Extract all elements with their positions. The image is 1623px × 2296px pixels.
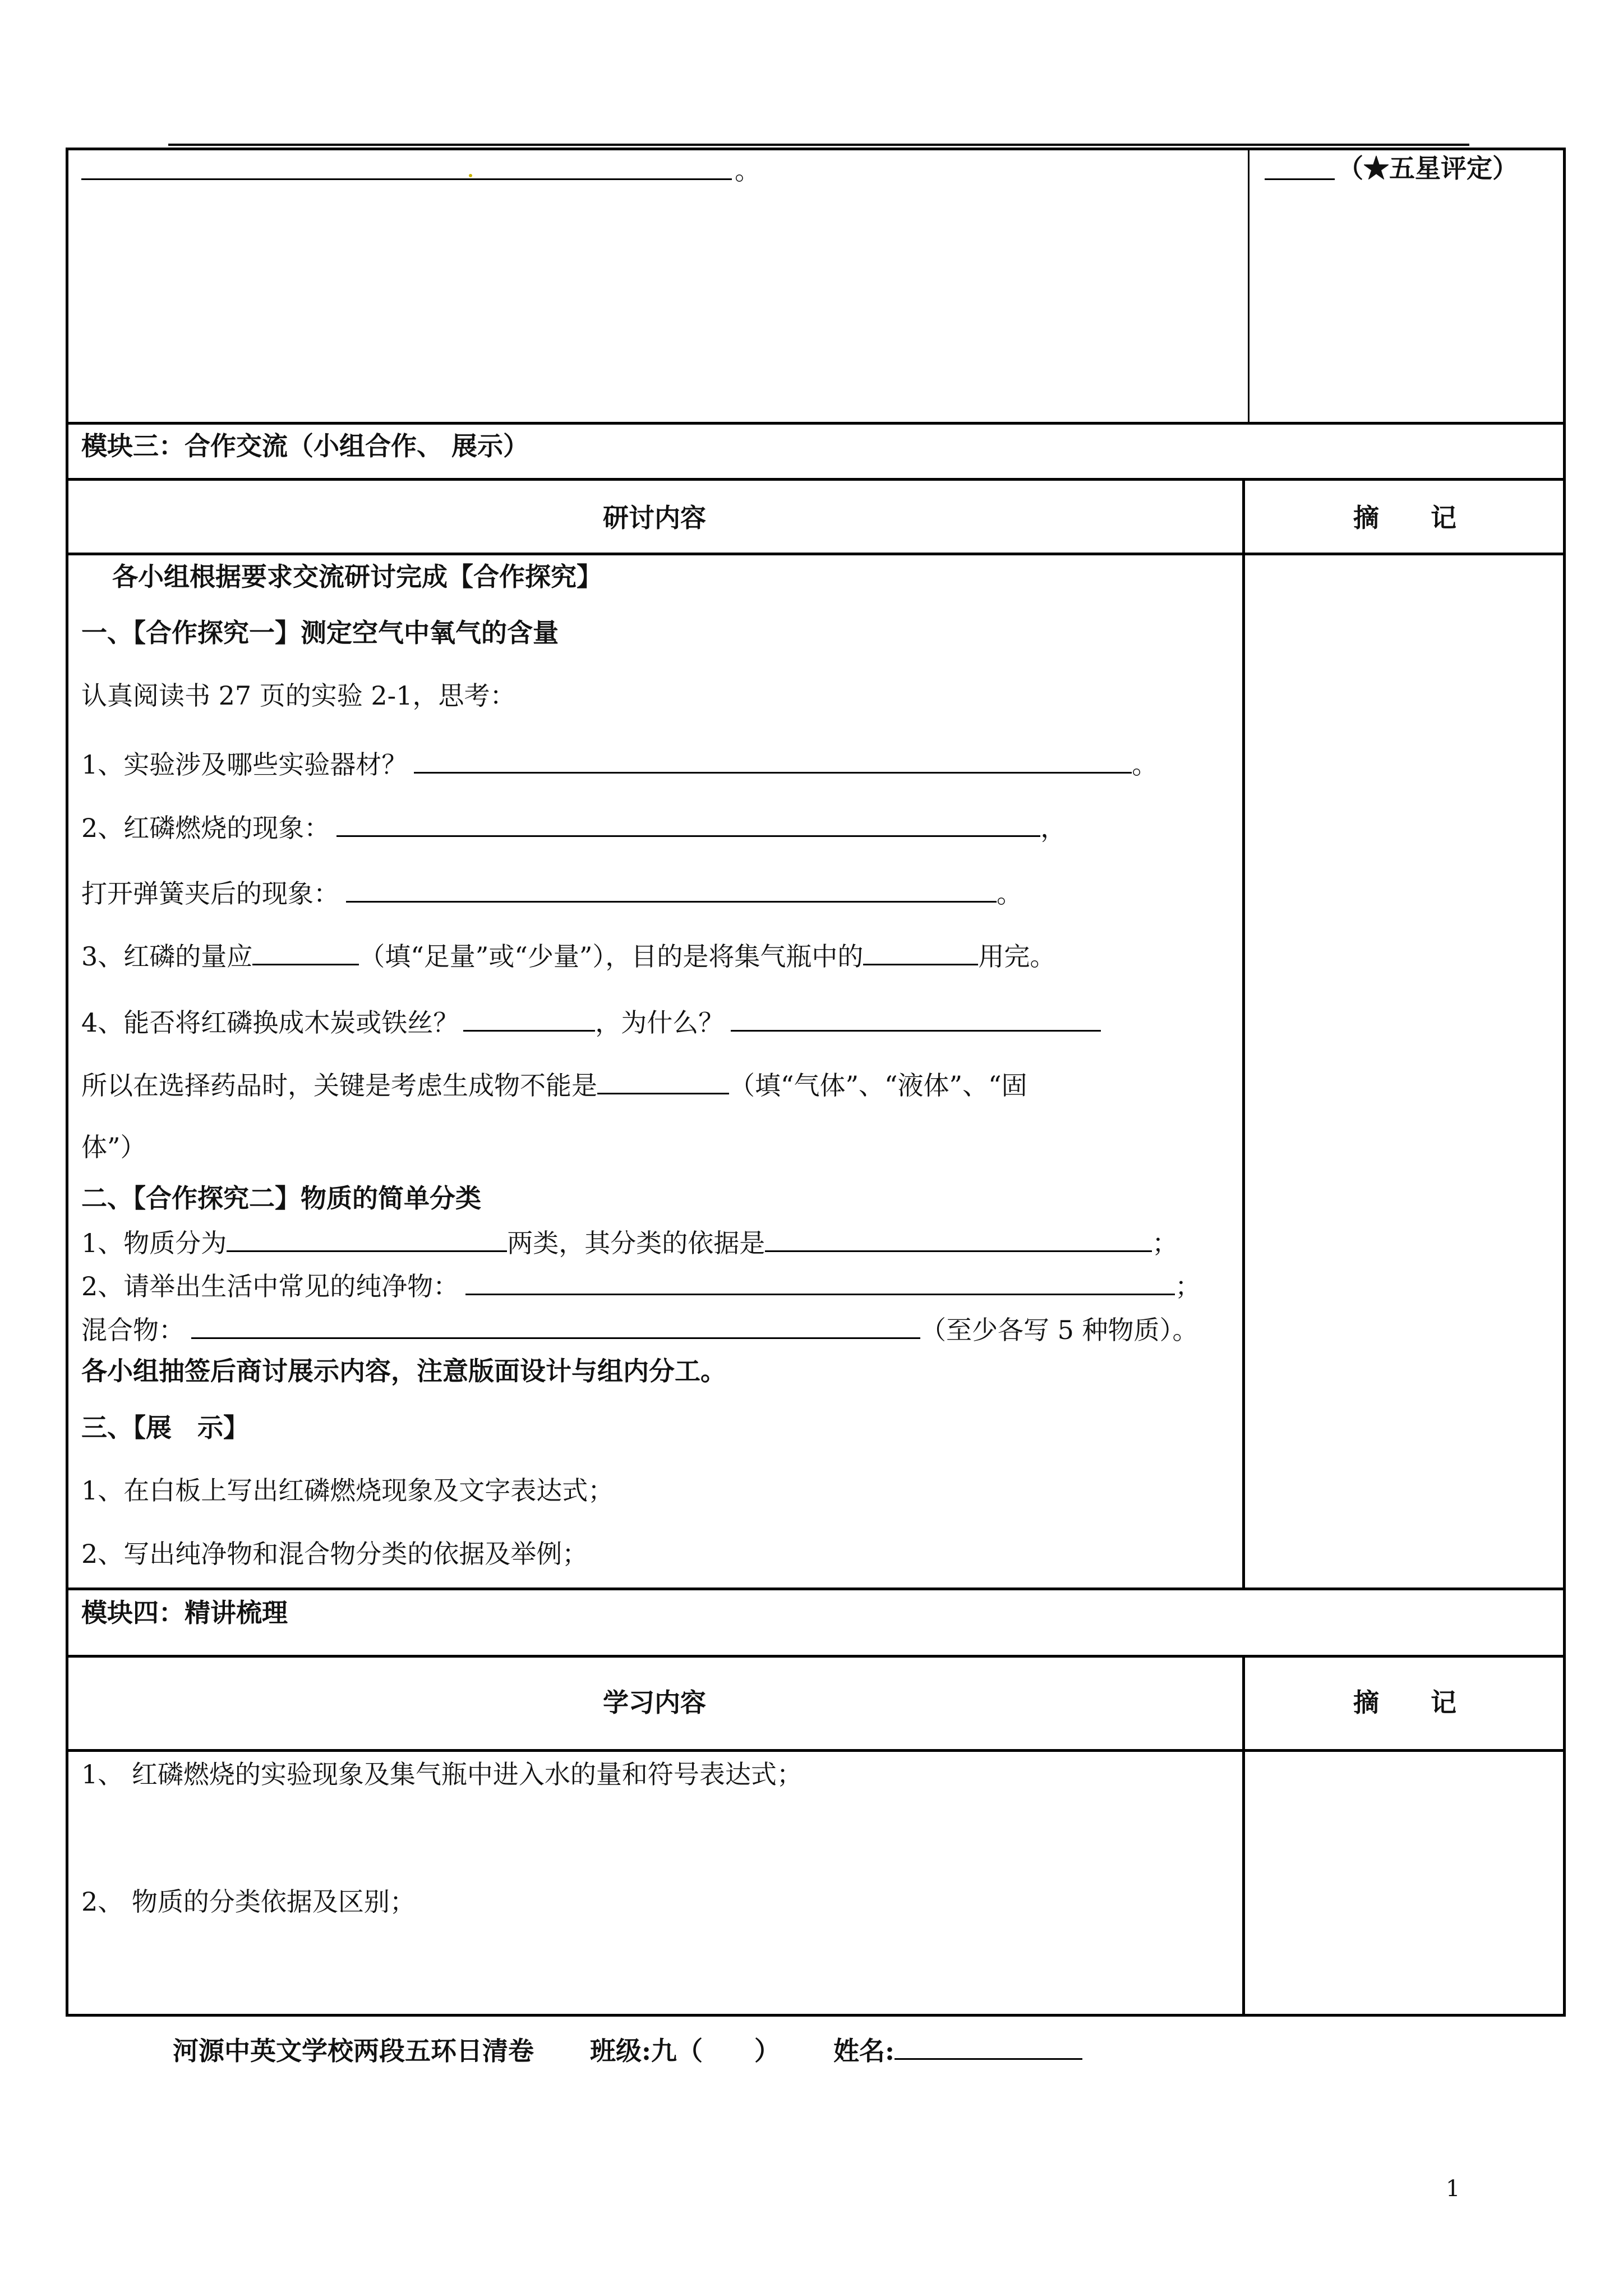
question3 <box>81 938 1055 973</box>
notes-divider-module3 <box>1242 478 1245 1589</box>
page-number: 1 <box>1446 2176 1460 2202</box>
class-question3-label: 混合物： <box>81 1315 185 1345</box>
module4-col-content: 学习内容 <box>603 1687 706 1718</box>
section3-title: 三、【展 示】 <box>81 1412 249 1443</box>
question5-part2: （填“气体”、“液体”、“固 <box>729 1070 1027 1101</box>
question1-period: 。 <box>1132 749 1158 780</box>
section2-title: 二、【合作探究二】物质的简单分类 <box>81 1183 481 1213</box>
footer-name-label: 姓名: <box>833 2036 895 2066</box>
class-question2-semicolon: ； <box>1175 1271 1201 1301</box>
row-line-module4 <box>66 1588 1566 1590</box>
display-item1: 1、在白板上写出红磷燃烧现象及文字表达式； <box>81 1475 614 1506</box>
row-line-module3 <box>66 422 1566 425</box>
module3-notice: 各小组抽签后商讨展示内容，注意版面设计与组内分工。 <box>81 1356 726 1386</box>
question2b-period: 。 <box>997 878 1022 909</box>
class-question3-blank[interactable] <box>191 1312 920 1339</box>
question1-label: 1、实验涉及哪些实验器材？ <box>81 749 408 780</box>
class-question1-semicolon: ； <box>1152 1228 1178 1258</box>
question5 <box>81 1067 1027 1102</box>
module3-col-content: 研讨内容 <box>603 503 706 533</box>
footer <box>173 2032 1082 2068</box>
row-line-module3-header <box>66 478 1566 481</box>
question2 <box>81 809 1066 845</box>
answer-period: 。 <box>735 155 760 186</box>
class-question2 <box>81 1268 1201 1303</box>
class-question2-label: 2、请举出生活中常见的纯净物： <box>81 1271 459 1301</box>
question4-blank1[interactable] <box>463 1004 595 1032</box>
question4-part1: 4、能否将红磷换成木炭或铁丝？ <box>81 1007 459 1038</box>
answer-line[interactable] <box>81 178 732 180</box>
table-top-border-upper <box>168 144 1469 146</box>
question2b <box>81 875 1022 910</box>
row-line-content-header <box>66 553 1566 555</box>
table-top-border <box>66 148 1565 150</box>
class-question3 <box>81 1312 1198 1347</box>
class-question2-blank[interactable] <box>465 1268 1175 1295</box>
question4-blank2[interactable] <box>731 1004 1101 1032</box>
question5-cont: 体”） <box>81 1132 146 1162</box>
question2-blank[interactable] <box>336 809 1040 837</box>
top-section-divider <box>1248 148 1249 422</box>
study-item2: 2、 物质的分类依据及区别； <box>81 1887 416 1917</box>
class-question1-part2: 两类，其分类的依据是 <box>507 1228 766 1258</box>
display-item2: 2、写出纯净物和混合物分类的依据及举例； <box>81 1539 588 1569</box>
table-left-border <box>66 148 68 2017</box>
row-line-study-header <box>66 1749 1566 1752</box>
section1-title: 一、【合作探究一】测定空气中氧气的含量 <box>81 618 559 648</box>
module3-intro: 各小组根据要求交流研讨完成【合作探究】 <box>112 562 602 592</box>
footer-name-blank[interactable] <box>895 2032 1082 2060</box>
module4-col-notes: 摘 记 <box>1353 1687 1456 1718</box>
footer-school: 河源中英文学校两段五环日清卷 <box>173 2036 534 2066</box>
question3-blank1[interactable] <box>252 938 359 965</box>
class-question1-part1: 1、物质分为 <box>81 1228 227 1258</box>
question3-part1: 3、红磷的量应 <box>81 941 253 972</box>
question5-blank[interactable] <box>597 1067 729 1094</box>
footer-class: 班级:九（ ） <box>590 2036 780 2066</box>
module3-title: 模块三：合作交流（小组合作、 展示） <box>81 431 529 461</box>
class-question3-tail: （至少各写 5 种物质）。 <box>920 1315 1198 1345</box>
table-right-border <box>1563 148 1566 2017</box>
question2b-label: 打开弹簧夹后的现象： <box>81 878 339 909</box>
question2b-blank[interactable] <box>346 875 997 903</box>
section1-line1: 认真阅读书 27 页的实验 2-1，思考： <box>81 680 516 711</box>
question2-label: 2、红磷燃烧的现象： <box>81 813 330 843</box>
question3-blank2[interactable] <box>863 938 978 965</box>
question5-part1: 所以在选择药品时，关键是考虑生成物不能是 <box>81 1070 597 1101</box>
class-question1-blank1[interactable] <box>227 1225 507 1252</box>
question1-blank[interactable] <box>414 746 1132 774</box>
question4 <box>81 1004 1101 1039</box>
row-line-module4-header <box>66 1655 1566 1658</box>
question3-part3: 用完。 <box>978 941 1056 972</box>
question4-part2: ，为什么？ <box>595 1007 725 1038</box>
yellow-dot <box>469 174 472 177</box>
rating-label: （★五星评定） <box>1338 153 1518 183</box>
study-item1: 1、 红磷燃烧的实验现象及集气瓶中进入水的量和符号表达式； <box>81 1759 803 1789</box>
class-question1 <box>81 1225 1178 1260</box>
question1 <box>81 746 1158 781</box>
rating-blank[interactable] <box>1265 178 1335 180</box>
module3-col-notes: 摘 记 <box>1353 503 1456 533</box>
class-question1-blank2[interactable] <box>765 1225 1152 1252</box>
question2-comma: ， <box>1040 813 1067 843</box>
module4-title: 模块四：精讲梳理 <box>81 1598 288 1628</box>
table-bottom-border <box>66 2014 1566 2017</box>
question3-part2: （填“足量”或“少量”），目的是将集气瓶中的 <box>359 941 864 972</box>
